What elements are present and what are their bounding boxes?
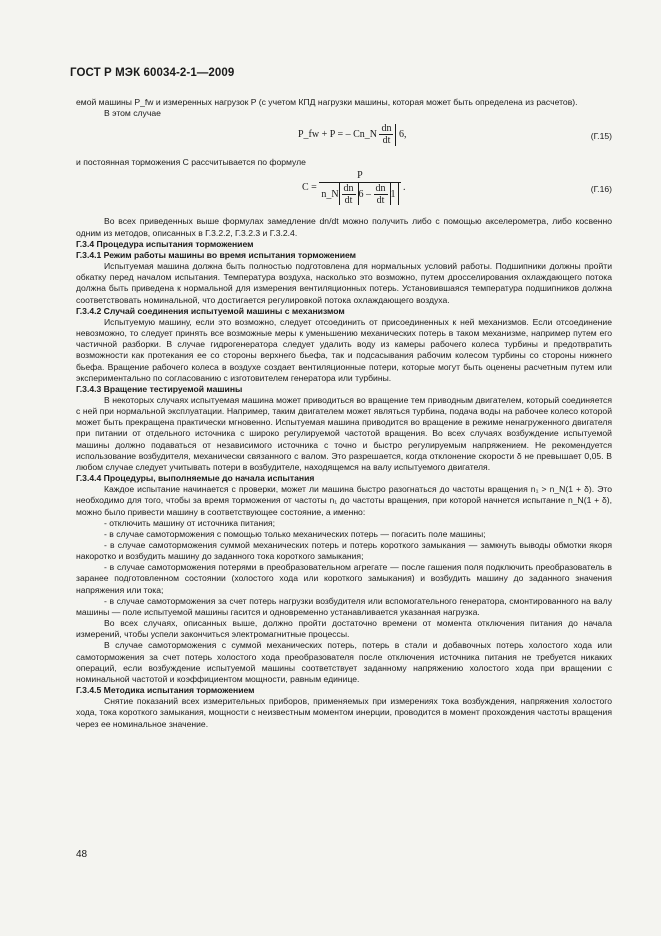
section-heading-g34: Г.3.4 Процедура испытания торможением — [76, 238, 254, 249]
paragraph-g344: Каждое испытание начинается с проверки, может ли машина быстро разогнаться до частоты вращения n₁ > n_N(1 + δ). Это необходимо для того, чтобы за время торможения от частоты n₁ до частоты вращения, при которой начнется испытание n_N(1 + δ), можно было привести машину в соответствующее состояние, а именно: — [76, 484, 612, 517]
formula-g16-a-den: dt — [344, 194, 353, 206]
formula-g15-den: dt — [382, 135, 391, 147]
list-item: - в случае самоторможения за счет потерь нагрузки возбудителя или вспомогательного генератора, смонтированного на валу машины — поле испытуемой машины гасится и одновременно устанавливается указанная нагрузка. — [76, 595, 612, 617]
formula-g16-a-num: dn — [343, 182, 354, 194]
section-heading-g341: Г.3.4.1 Режим работы машины во время испытания торможением — [76, 249, 357, 260]
paragraph-g341: Испытуемая машина должна быть полностью подготовлена для нормальных условий работы. Подшипники должны пройти обкатку перед началом испытания. Температура воздуха, насколько это возможно, путем дросселирования охлаждающего потока должна быть приведена к нормальной для измерения вентиляционных потерь. Установившаяся температура подшипников должна соответствовать номинальной, что достигается регулировкой потока охлаждающего воздуха. — [76, 261, 612, 305]
list-item: - отключить машину от источника питания; — [104, 517, 276, 528]
formula-g16-b-num: dn — [375, 182, 386, 194]
formula-g16-b-den: dt — [376, 194, 385, 206]
paragraph-g343: В некоторых случаях испытуемая машина может приводиться во вращение тем приводным двигателем, который соединяется с ней при нормальной эксплуатации. Например, таким двигателем может являться турбина, подача воды на рабочее колесо которой может быть прекращена практически мгновенно. Испытуемая машина приводится во вращение в режиме ненагруженного двигателя при питании от отдельного источника с широко регулируемой частотой вращения. Во всех случаях возбуждение испытуемой машины должно подаваться от независимого источника с точно и быстро регулируемым напряжением. Не рекомендуется использование возбудителя, механически связанного с валом. Это разрешается, когда отклонение скорости δ не превышает 0,05. В любом случае следует учитывать потери в возбудителе, находящемся на валу испытуемого двигателя. — [76, 394, 612, 472]
formula-g16-b-tail: 1 — [390, 188, 396, 200]
list-item: - в случае самоторможения суммой механических потерь и потерь короткого замыкания — замкнуть выводы обмотки якоря накоротко и возбудить машину до заданного тока короткого замыкания; — [76, 540, 612, 562]
paragraph-all-cases: Во всех случаях, описанных выше, должно пройти достаточно времени от момента отключения питания до начала измерений, чтобы успели закончиться электромагнитные процессы. — [76, 618, 612, 640]
paragraph-formulas-note: Во всех приведенных выше формулах замедление dn/dt можно получить либо с помощью акселерометра, либо косвенно одним из методов, описанных в Г.3.2.2, Г.3.2.3 и Г.3.2.4. — [76, 216, 612, 238]
paragraph-g342: Испытуемую машину, если это возможно, следует отсоединить от присоединенных к ней механизмов. Если отсоединение невозможно, то следует принять все возможные меры к уменьшению механических потерь в таком механизме, например путем его частичной разборки. В случае гидрогенератора следует удалить воду из камеры рабочего колеса турбины и предотвратить возможности как протекания ее со стороны верхнего бьефа, так и подсасывания рабочим колесом турбины со стороны нижнего бьефа. Вращение рабочего колеса в воздухе создает вентиляционные потери, которые могут быть оценены расчетным путем или экспериментально по согласованию с изготовителем генератора или турбины. — [76, 316, 612, 383]
formula-g16-tail: . — [403, 182, 406, 194]
formula-intro: и постоянная торможения C рассчитывается по формуле — [76, 157, 306, 168]
section-heading-g342: Г.3.4.2 Случай соединения испытуемой машины с механизмом — [76, 305, 345, 316]
page-number: 48 — [76, 849, 88, 860]
formula-g16-lhs: C = — [302, 182, 317, 194]
formula-g15-num: dn — [381, 123, 392, 135]
formula-g15-tail: 6, — [398, 129, 407, 141]
document-body — [76, 97, 612, 730]
formula-g16-number: (Г.16) — [590, 184, 612, 195]
formula-g15-number: (Г.15) — [590, 131, 612, 142]
document-header: ГОСТ Р МЭК 60034-2-1—2009 — [70, 67, 235, 79]
formula-g15 — [76, 119, 612, 157]
formula-g16 — [76, 168, 612, 216]
list-item: - в случае самоторможения с помощью только механических потерь — погасить поле машины; — [104, 528, 486, 539]
formula-g15-lhs: P_fw + P = – Cn_N — [298, 129, 377, 141]
paragraph-sum-losses: В случае самоторможения с суммой механических потерь, потерь в стали и добавочных потерь холостого хода или самоторможения за счет потерь холостого хода преобразователя после отключения источника питания не требуется никаких операций, если возбуждение испытуемой машины соответствует заданному напряжению холостого хода при вращении с номинальной частотой и коэффициентом мощности, равным единице. — [76, 640, 612, 684]
paragraph-g345: Снятие показаний всех измерительных приборов, применяемых при измерениях тока возбуждения, напряжения холостого хода, тока короткого замыкания, мощности с неизвестным моментом инерции, проводится в момент прохождения частоты вращения через ее номинальное значение. — [76, 696, 612, 729]
section-heading-g344: Г.3.4.4 Процедуры, выполняемые до начала испытания — [76, 473, 315, 484]
formula-g16-den-pre: n_N — [321, 188, 339, 200]
formula-g16-mid: 6 – — [358, 188, 372, 200]
list-item: - в случае самоторможения потерями в преобразовательном агрегате — после гашения поля подключить преобразователь в заранее подготовленном состоянии (холостого хода или короткого замыкания) и возбудить машину до заданного значения напряжения или тока; — [76, 562, 612, 595]
section-heading-g343: Г.3.4.3 Вращение тестируемой машины — [76, 383, 243, 394]
section-heading-g345: Г.3.4.5 Методика испытания торможением — [76, 685, 255, 696]
intro-case: В этом случае — [104, 108, 161, 119]
formula-g16-num: P — [319, 170, 400, 182]
intro-paragraph: емой машины P_fw и измеренных нагрузок P (с учетом КПД нагрузки машины, которая может быть определена из расчетов). — [76, 97, 578, 107]
